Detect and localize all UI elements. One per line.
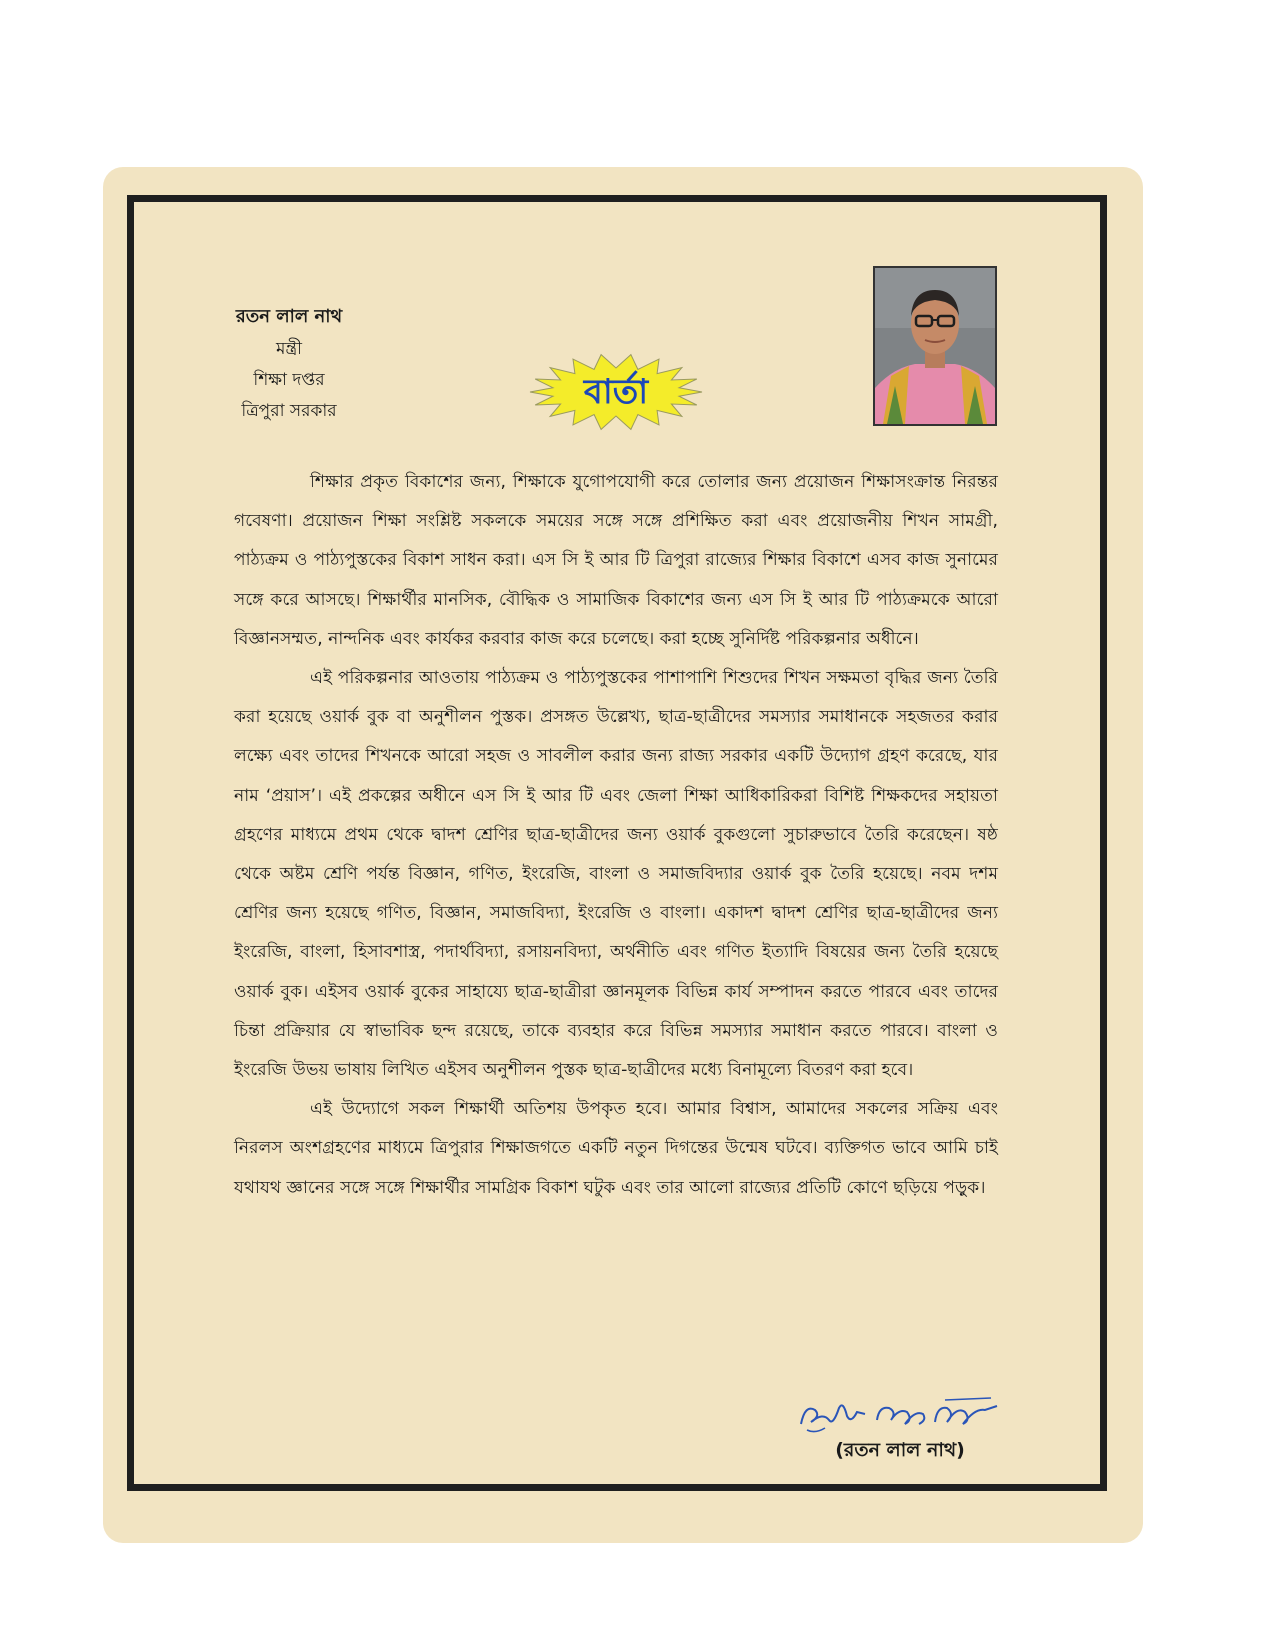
sender-designation: মন্ত্রী xyxy=(275,339,303,359)
body-paragraph-2: এই পরিকল্পনার আওতায় পাঠ্যক্রম ও পাঠ্যপুস্তকের পাশাপাশি শিশুদের শিখন সক্ষমতা বৃদ্ধির জন্য তৈরি করা হয়েছে ওয়ার্ক বুক বা অনুশীলন পুস্তক। প্রসঙ্গত উল্লেখ্য, ছাত্র-ছাত্রীদের সমস্যার সমাধানকে সহজতর করার লক্ষ্যে এবং তাদের শিখনকে আরো সহজ ও সাবলীল করার জন্য রাজ্য সরকার একটি উদ্যোগ গ্রহণ করেছে, যার নাম ‘প্রয়াস’। এই প্রকল্পের অধীনে এস সি ই আর টি এবং জেলা শিক্ষা আধিকারিকরা বিশিষ্ট শিক্ষকদের সহায়তা গ্রহণের মাধ্যমে প্রথম থেকে দ্বাদশ শ্রেণির ছাত্র-ছাত্রীদের জন্য ওয়ার্ক বুকগুলো সুচারুভাবে তৈরি করেছেন। ষষ্ঠ থেকে অষ্টম শ্রেণি পর্যন্ত বিজ্ঞান, গণিত, ইংরেজি, বাংলা ও সমাজবিদ্যার ওয়ার্ক বুক তৈরি হয়েছে। নবম দশম শ্রেণির জন্য হয়েছে গণিত, বিজ্ঞান, সমাজবিদ্যা, ইংরেজি ও বাংলা। একাদশ দ্বাদশ শ্রেণির ছাত্র-ছাত্রীদের জন্য ইংরেজি, বাংলা, হিসাবশাস্ত্র, পদার্থবিদ্যা, রসায়নবিদ্যা, অর্থনীতি এবং গণিত ইত্যাদি বিষয়ের জন্য তৈরি হয়েছে ওয়ার্ক বুক। এইসব ওয়ার্ক বুকের সাহায্যে ছাত্র-ছাত্রীরা জ্ঞানমূলক বিভিন্ন কার্য সম্পাদন করতে পারবে এবং তাদের চিন্তা প্রক্রিয়ার যে স্বাভাবিক ছন্দ রয়েছে, তাকে ব্যবহার করে বিভিন্ন সমস্যার সমাধান করতে পারবে। বাংলা ও ইংরেজি উভয় ভাষায় লিখিত এইসব অনুশীলন পুস্তক ছাত্র-ছাত্রীদের মধ্যে বিনামূল্যে বিতরণ করা হবে। xyxy=(234,668,998,1081)
body-paragraph-1: শিক্ষার প্রকৃত বিকাশের জন্য, শিক্ষাকে যুগোপযোগী করে তোলার জন্য প্রয়োজন শিক্ষাসংক্রান্ত নিরন্তর গবেষণা। প্রয়োজন শিক্ষা সংশ্লিষ্ট সকলকে সময়ের সঙ্গে সঙ্গে প্রশিক্ষিত করা এবং প্রয়োজনীয় শিখন সামগ্রী, পাঠ্যক্রম ও পাঠ্যপুস্তকের বিকাশ সাধন করা। এস সি ই আর টি ত্রিপুরা রাজ্যের শিক্ষার বিকাশে এসব কাজ সুনামের সঙ্গে করে আসছে। শিক্ষার্থীর মানসিক, বৌদ্ধিক ও সামাজিক বিকাশের জন্য এস সি ই আর টি পাঠ্যক্রমকে আরো বিজ্ঞানসম্মত, নান্দনিক এবং কার্যকর করবার কাজ করে চলেছে। করা হচ্ছে সুনির্দিষ্ট পরিকল্পনার অধীনে। xyxy=(234,472,998,649)
body-paragraph-3: এই উদ্যোগে সকল শিক্ষার্থী অতিশয় উপকৃত হবে। আমার বিশ্বাস, আমাদের সকলের সক্রিয় এবং নিরলস অংশগ্রহণের মাধ্যমে ত্রিপুরার শিক্ষাজগতে একটি নতুন দিগন্তের উন্মেষ ঘটবে। ব্যক্তিগত ভাবে আমি চাই যথাযথ জ্ঞানের সঙ্গে সঙ্গে শিক্ষার্থীর সামগ্রিক বিকাশ ঘটুক এবং তার আলো রাজ্যের প্রতিটি কোণে ছড়িয়ে পড়ুক। xyxy=(234,1099,998,1198)
sender-block xyxy=(224,302,354,427)
handwritten-signature xyxy=(795,1390,1005,1436)
sender-government: ত্রিপুরা সরকার xyxy=(241,401,337,421)
signer-name: (রতন লাল নাথ) xyxy=(835,1439,965,1461)
minister-photo xyxy=(873,266,997,426)
letter-title: বার্তা xyxy=(583,372,649,412)
sender-name: রতন লাল নাথ xyxy=(235,306,343,327)
sender-department: শিক্ষা দপ্তর xyxy=(253,370,325,390)
letter-body xyxy=(234,463,998,1208)
title-badge xyxy=(528,352,704,432)
